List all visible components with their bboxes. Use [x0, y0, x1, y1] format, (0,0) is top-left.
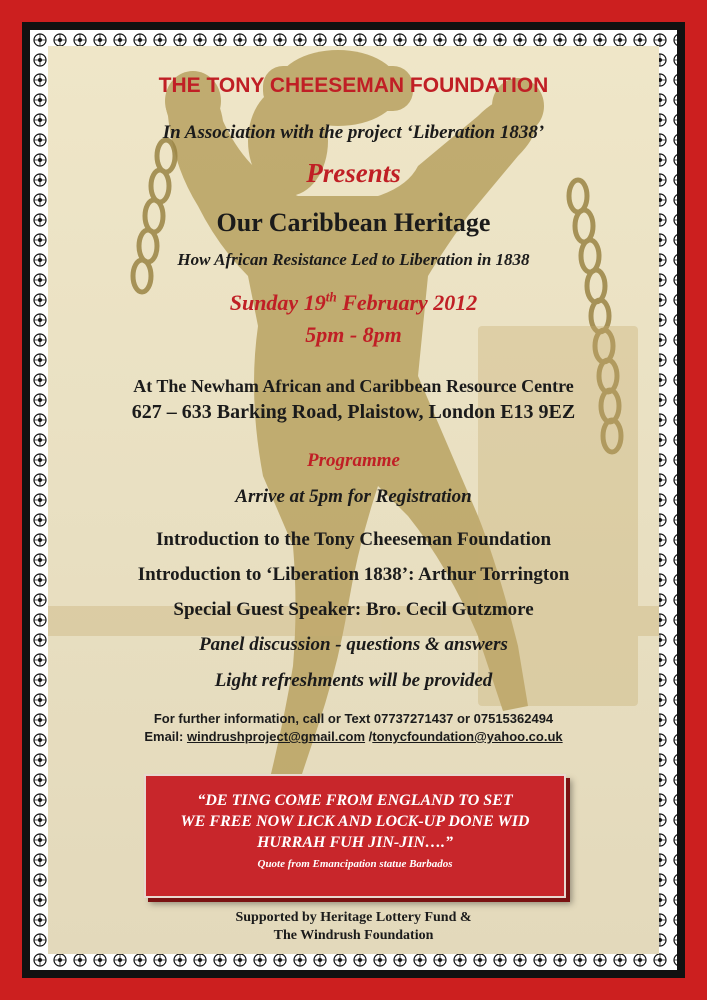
footer-line-2: The Windrush Foundation: [273, 928, 434, 943]
flyer-content: [48, 46, 659, 954]
footer-line-1: Supported by Heritage Lottery Fund &: [235, 910, 472, 925]
date-suffix-sup: th: [325, 289, 337, 305]
presents-label: Presents: [306, 158, 401, 188]
quote-source: Quote from Emancipation statue Barbados: [257, 858, 453, 870]
programme-item: Introduction to ‘Liberation 1838’: Arthur Torrington: [137, 564, 570, 585]
quote-box: [144, 774, 566, 898]
org-title: THE TONY CHEESEMAN FOUNDATION: [158, 74, 549, 97]
programme-item: Arrive at 5pm for Registration: [235, 486, 472, 507]
programme-heading: Programme: [307, 450, 400, 471]
venue-line-1: At The Newham African and Caribbean Resource Centre: [133, 376, 574, 396]
programme-item: Light refreshments will be provided: [214, 670, 493, 691]
contact-info: For further information, call or Text 07737271437 or 07515362494: [153, 711, 554, 726]
event-date: [48, 290, 659, 316]
date-suffix: February 2012: [336, 290, 478, 315]
email-separator: /: [365, 729, 373, 744]
quote-line-3: HURRAH FUH JIN-JIN….”: [256, 834, 454, 851]
event-time: 5pm - 8pm: [305, 322, 402, 347]
contact-email-line: [48, 729, 659, 744]
date-prefix: Sunday 19: [229, 290, 326, 315]
programme-item: Special Guest Speaker: Bro. Cecil Gutzmore: [173, 599, 534, 620]
venue-line-2: 627 – 633 Barking Road, Plaistow, London E13 9EZ: [131, 401, 576, 423]
email-link-tonyc[interactable]: tonycfoundation@yahoo.co.uk: [372, 729, 563, 744]
email-link-windrush[interactable]: windrushproject@gmail.com: [186, 729, 366, 744]
event-subtitle: How African Resistance Led to Liberation in 1838: [177, 250, 530, 269]
quote-line-1: “DE TING COME FROM ENGLAND TO SET: [197, 792, 513, 809]
email-label: Email:: [144, 729, 187, 744]
association-line: In Association with the project ‘Liberation 1838’: [162, 122, 545, 143]
quote-line-2: WE FREE NOW LICK AND LOCK-UP DONE WID: [180, 813, 530, 830]
event-title: Our Caribbean Heritage: [216, 208, 491, 237]
programme-item: Introduction to the Tony Cheeseman Foundation: [155, 529, 552, 550]
programme-item: Panel discussion - questions & answers: [199, 634, 508, 655]
